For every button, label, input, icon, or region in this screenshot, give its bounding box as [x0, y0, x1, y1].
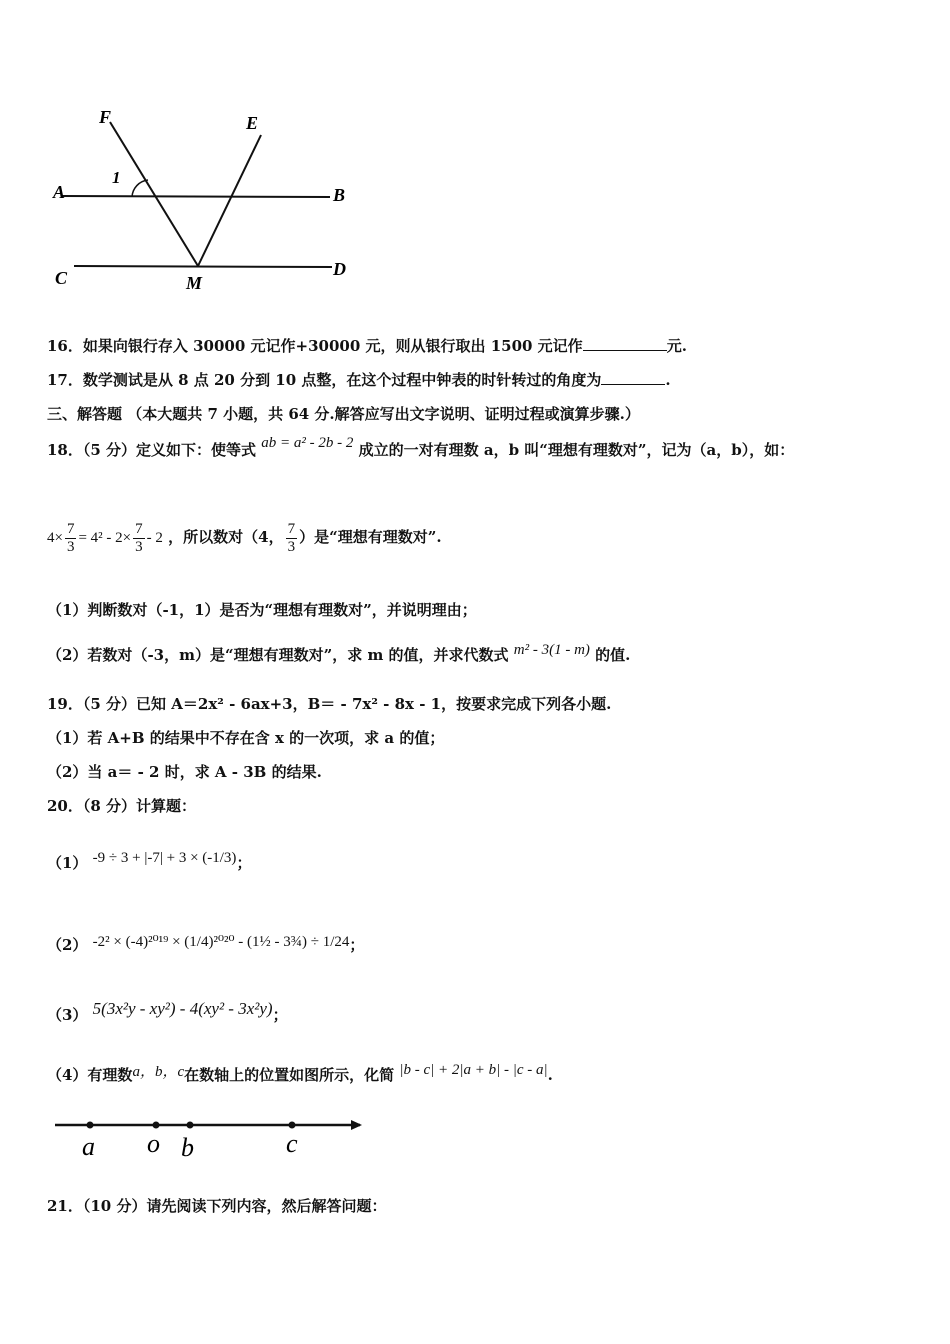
section-3-text: 三、解答题 （本大题共 7 小题，共 64 分.解答应写出文字说明、证明过程或演算步骤.）: [47, 405, 640, 423]
q18-intro: 18．（5 分）定义如下：使等式: [47, 441, 257, 459]
q19-part-1: [47, 728, 444, 748]
q18-part-1: [47, 600, 477, 620]
q18-part-2-end: 的值.: [595, 646, 631, 664]
parallel-lines-figure: [50, 105, 360, 300]
q19-part-2: [47, 762, 322, 782]
label-B: B: [333, 185, 346, 205]
q20-part-4: [47, 1062, 553, 1086]
q18-example-text: ，所以数对（4，: [168, 528, 284, 546]
q20-p4-text: （4）有理数: [47, 1066, 133, 1084]
question-20: [47, 796, 196, 816]
q18-example-text-end: ）是“理想有理数对”.: [299, 528, 442, 546]
q18-intro-rest: 成立的一对有理数 a，b 叫“理想有理数对”，记为（a，b），如：: [358, 441, 795, 459]
question-21: [47, 1196, 386, 1216]
q20-p4-vars: a，b，c: [132, 1064, 185, 1080]
q20-part-1: [47, 850, 252, 874]
label-M: M: [186, 273, 203, 293]
q20-p2-semicolon: ；: [349, 936, 365, 954]
q20-p1-semicolon: ；: [236, 854, 252, 872]
number-line-label-o: o: [147, 1129, 160, 1158]
q18-part-2-text: （2）若数对（-3，m）是“理想有理数对”，求 m 的值，并求代数式: [47, 646, 509, 664]
q17-answer-blank[interactable]: [601, 370, 665, 385]
q19-part-1-text: （1）若 A+B 的结果中不存在含 x 的一次项，求 a 的值；: [47, 729, 445, 747]
q20-p4-expr: |b - c| + 2|a + b| - |c - a|: [399, 1062, 548, 1078]
label-F: F: [99, 107, 112, 127]
q19-stem: 19．（5 分）已知 A＝2x² - 6ax+3，B＝ - 7x² - 8x - 1，按要求完成下列各小题.: [47, 695, 612, 713]
question-19: [47, 694, 611, 714]
fraction-7-3-c: $\frac{7}{3}$: [287, 520, 296, 555]
q16-unit: 元.: [666, 337, 687, 355]
q18-equation: ab = a² - 2b - 2: [261, 435, 354, 451]
q20-p4-mid: 在数轴上的位置如图所示，化简: [184, 1066, 395, 1084]
q18-example-lhs: 4×: [47, 530, 63, 546]
q17-text: 17．数学测试是从 8 点 20 分到 10 点整，在这个过程中钟表的时针转过的角度为: [47, 371, 602, 389]
label-C: C: [55, 268, 68, 288]
number-line-label-a: a: [82, 1132, 95, 1161]
question-16: [47, 336, 687, 356]
q18-part-1-text: （1）判断数对（-1，1）是否为“理想有理数对”，并说明理由；: [47, 601, 477, 619]
q20-stem: 20．（8 分）计算题：: [47, 797, 197, 815]
q20-part-3: [47, 999, 288, 1025]
label-A: A: [53, 182, 66, 202]
q20-part-2: [47, 935, 364, 956]
fraction-7-3-b: $\frac{7}{3}$: [135, 520, 143, 555]
label-E: E: [246, 113, 259, 133]
q20-p4-end: .: [547, 1066, 553, 1084]
number-line-figure: [50, 1112, 380, 1167]
section-3-title: [47, 404, 640, 424]
q18-part-2: [47, 642, 631, 666]
fraction-7-3: $\frac{7}{3}$: [66, 520, 75, 555]
q18-example: [47, 518, 442, 557]
q21-stem: 21．（10 分）请先阅读下列内容，然后解答问题：: [47, 1197, 387, 1215]
q20-p2-label: （2）: [47, 936, 88, 954]
number-line-label-c: c: [286, 1129, 298, 1158]
q19-part-2-text: （2）当 a＝ - 2 时，求 A - 3B 的结果.: [47, 763, 322, 781]
q20-p1-label: （1）: [47, 854, 88, 872]
q18-part-2-expr: m² - 3(1 - m): [513, 642, 590, 658]
q18-example-end: - 2: [146, 530, 163, 546]
label-D: D: [333, 259, 346, 279]
label-angle-1: 1: [112, 168, 121, 187]
q16-answer-blank[interactable]: [583, 336, 667, 351]
q20-p3-label: （3）: [47, 1006, 88, 1024]
question-17: [47, 370, 671, 390]
q20-p3-expr: 5(3x²y - xy²) - 4(xy² - 3x²y): [92, 999, 273, 1018]
q20-p2-expr: -2² × (-4)²⁰¹⁹ × (1/4)²⁰²⁰ - (1½ - 3¾) ÷ 1/24: [92, 934, 350, 950]
number-line-label-b: b: [181, 1133, 194, 1162]
q18-example-mid: = 4² - 2×: [78, 530, 132, 546]
q20-p1-expr: -9 ÷ 3 + |-7| + 3 × (-1/3): [92, 850, 237, 866]
q16-text: 16．如果向银行存入 30000 元记作+30000 元，则从银行取出 1500 元记作: [47, 337, 583, 355]
q20-p3-semicolon: ；: [272, 1006, 288, 1024]
question-18: [47, 435, 795, 461]
q17-end: .: [665, 371, 671, 389]
